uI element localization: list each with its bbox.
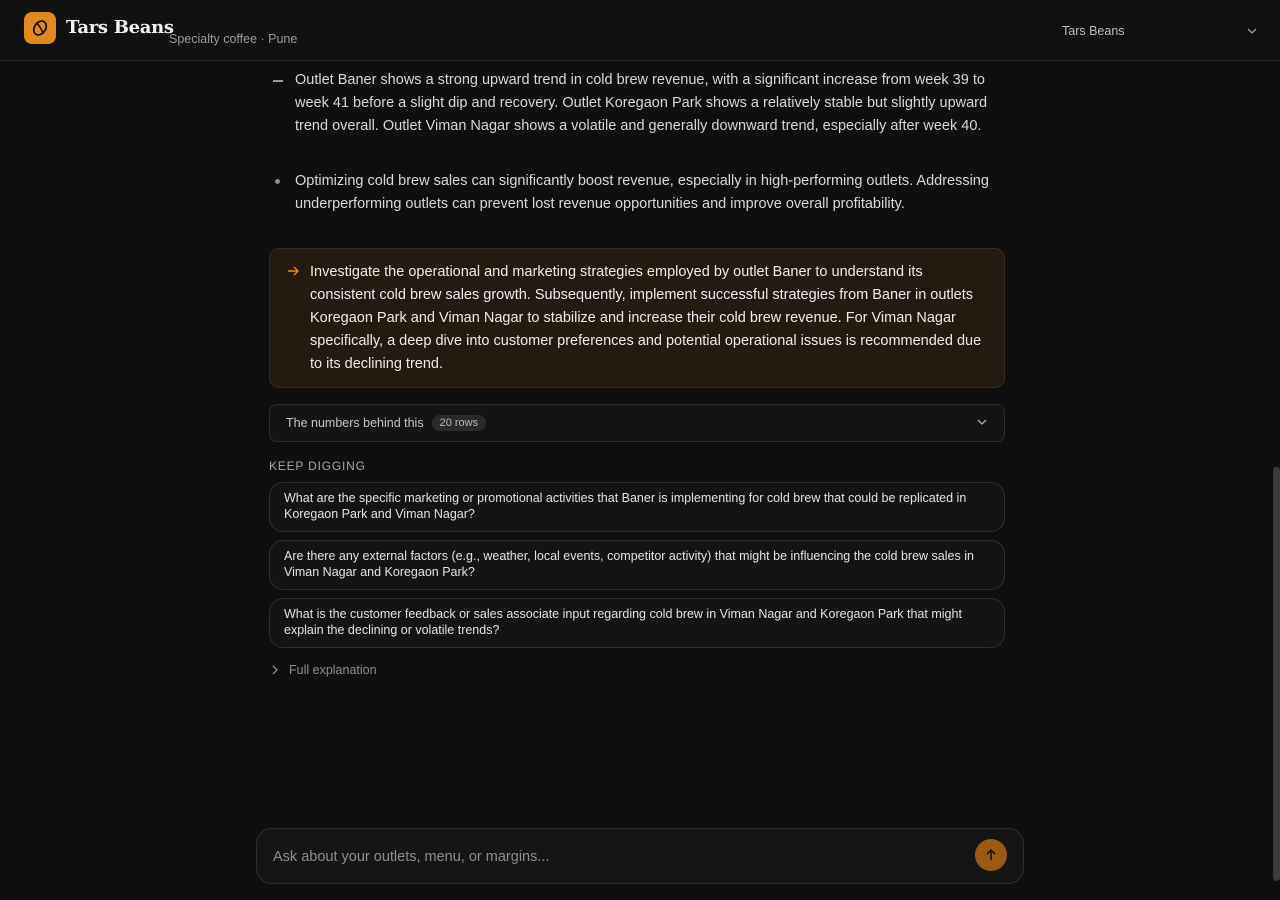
coffee-bean-icon bbox=[31, 19, 49, 37]
recommendation-card bbox=[269, 248, 1005, 388]
insight-bullet bbox=[269, 170, 1005, 216]
scrollbar-thumb[interactable] bbox=[1273, 467, 1280, 881]
numbers-label: The numbers behind this bbox=[286, 416, 424, 430]
full-explanation-label: Full explanation bbox=[289, 663, 377, 677]
send-button[interactable] bbox=[975, 839, 1007, 871]
chevron-right-icon bbox=[271, 665, 279, 675]
follow-up-question[interactable]: Are there any external factors (e.g., weather, local events, competitor activity) that might be influencing the cold brew sales in Viman Nagar and Koregaon Park? bbox=[269, 540, 1005, 590]
composer bbox=[256, 828, 1024, 884]
recommendation-text: Investigate the operational and marketing strategies employed by outlet Baner to understand its consistent cold brew sales growth. Subsequently, implement successful strategies from Baner in outlets Koregaon Park and Viman Nagar to stabilize and increase their cold brew revenue. For Viman Nagar specifically, a deep dive into customer preferences and potential operational issues is recommended due to its declining trend. bbox=[310, 264, 982, 372]
arrow-up-icon bbox=[984, 848, 998, 862]
follow-up-question[interactable]: What is the customer feedback or sales associate input regarding cold brew in Viman Nagar and Koregaon Park that might explain the declining or volatile trends? bbox=[269, 598, 1005, 648]
insight-bullet bbox=[269, 69, 1005, 138]
follow-up-question[interactable]: What are the specific marketing or promotional activities that Baner is implementing for cold brew that could be replicated in Koregaon Park and Viman Nagar? bbox=[269, 482, 1005, 532]
chevron-down-icon bbox=[976, 416, 988, 431]
row-count-badge: 20 rows bbox=[432, 415, 487, 431]
chevron-down-icon bbox=[1246, 25, 1258, 37]
insight-text: Outlet Baner shows a strong upward trend in cold brew revenue, with a significant increase from week 39 to week 41 before a slight dip and recovery. Outlet Koregaon Park shows a relatively stable but slightly upward trend overall. Outlet Viman Nagar shows a volatile and generally downward trend, especially after week 40. bbox=[295, 72, 988, 134]
keep-digging-heading: KEEP DIGGING bbox=[269, 459, 366, 473]
insight-text: Optimizing cold brew sales can significantly boost revenue, especially in high-performing outlets. Addressing underperforming outlets can prevent lost revenue opportunities and improve overall profitability. bbox=[295, 173, 989, 212]
brand-name: Tars Beans bbox=[66, 17, 174, 38]
logo[interactable] bbox=[24, 12, 56, 44]
scrollbar-track[interactable] bbox=[1272, 61, 1280, 900]
workspace-selector[interactable] bbox=[1062, 22, 1258, 40]
app-header bbox=[0, 0, 1280, 61]
dot-marker bbox=[273, 170, 280, 184]
numbers-expander[interactable] bbox=[269, 404, 1005, 442]
dash-marker bbox=[273, 69, 283, 82]
workspace-label: Tars Beans bbox=[1062, 24, 1125, 38]
full-explanation-toggle[interactable] bbox=[271, 663, 377, 677]
question-input[interactable] bbox=[273, 845, 953, 869]
arrow-right-icon bbox=[286, 263, 300, 286]
brand-tagline: Specialty coffee · Pune bbox=[169, 32, 298, 46]
